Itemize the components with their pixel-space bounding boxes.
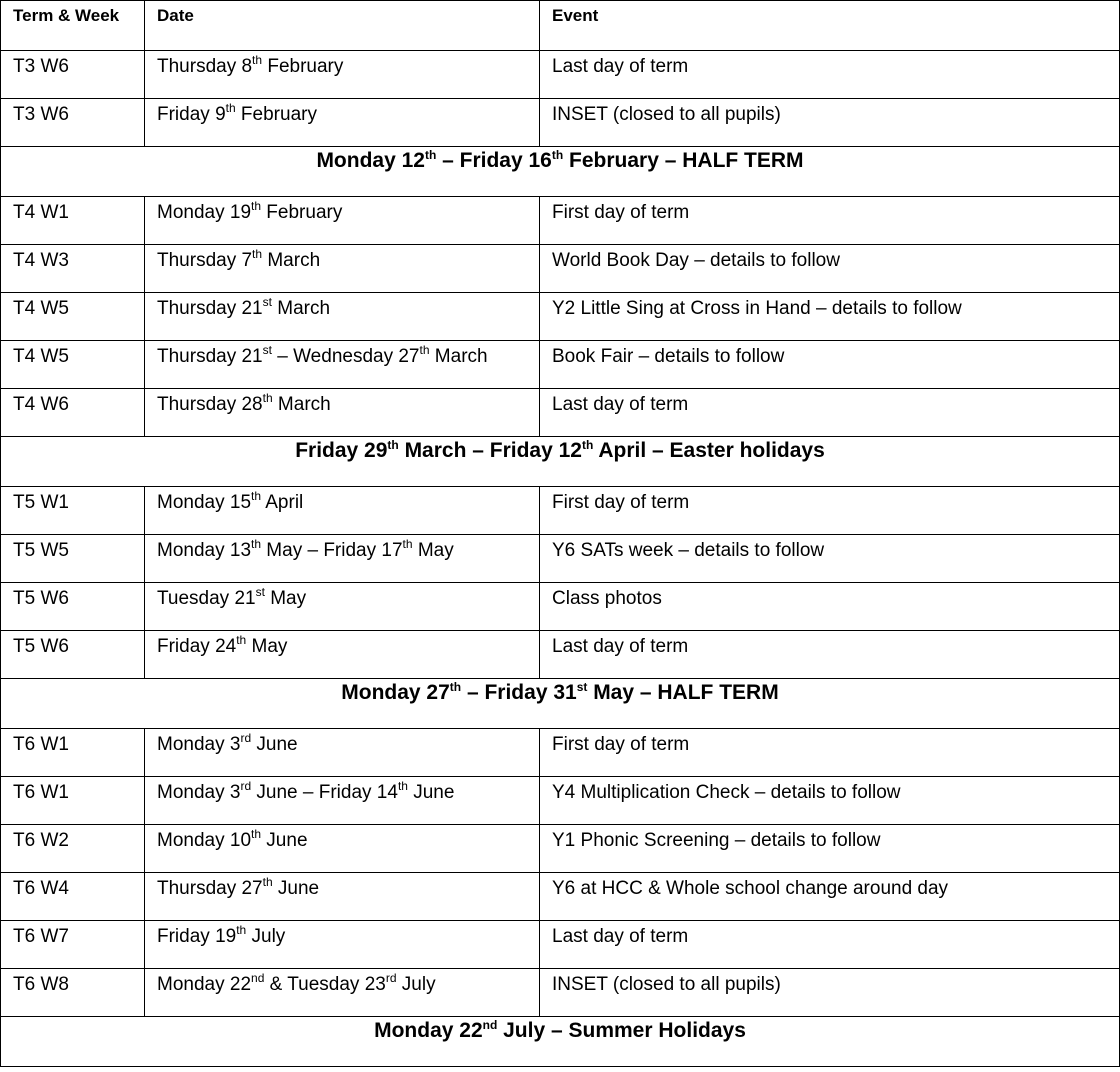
term-week-cell: T4 W3 — [1, 245, 145, 293]
text-run: March – Friday 12 — [398, 439, 582, 462]
text-run: March — [271, 298, 331, 319]
holiday-banner-row — [1, 437, 1120, 487]
event-cell: Class photos — [540, 583, 1120, 631]
event-cell: Y4 Multiplication Check – details to follow — [540, 777, 1120, 825]
text-run: July — [246, 926, 286, 947]
holiday-banner — [1, 679, 1120, 729]
date-cell — [145, 825, 540, 873]
ordinal-suffix: st — [255, 585, 265, 599]
event-cell: Y1 Phonic Screening – details to follow — [540, 825, 1120, 873]
date-cell — [145, 245, 540, 293]
text-run: Thursday 21 — [157, 346, 263, 367]
event-cell: Book Fair – details to follow — [540, 341, 1120, 389]
text-run: June — [251, 734, 298, 755]
table-body — [1, 51, 1120, 1067]
text-run: March — [272, 394, 331, 415]
event-cell: Y6 SATs week – details to follow — [540, 535, 1120, 583]
event-cell: First day of term — [540, 729, 1120, 777]
text-run: Thursday 8 — [157, 56, 253, 77]
text-run: July — [396, 974, 436, 995]
holiday-banner-row — [1, 147, 1120, 197]
date-cell — [145, 729, 540, 777]
table-row — [1, 341, 1120, 389]
header-row — [1, 1, 1120, 51]
text-run: Monday 19 — [157, 202, 252, 223]
term-week-cell: T5 W6 — [1, 583, 145, 631]
text-run: June — [407, 782, 455, 803]
ordinal-suffix: th — [252, 53, 263, 67]
table-row — [1, 197, 1120, 245]
term-week-cell: T6 W4 — [1, 873, 145, 921]
table-row — [1, 51, 1120, 99]
text-run: June – Friday 14 — [251, 782, 398, 803]
table-row — [1, 583, 1120, 631]
date-cell — [145, 51, 540, 99]
text-run: April — [261, 492, 304, 513]
date-cell — [145, 341, 540, 389]
date-cell — [145, 389, 540, 437]
event-cell: Last day of term — [540, 631, 1120, 679]
text-run: Monday 13 — [157, 540, 252, 561]
holiday-banner — [1, 147, 1120, 197]
text-run: Tuesday 21 — [157, 588, 256, 609]
text-run: Friday 29 — [295, 439, 388, 462]
date-cell — [145, 873, 540, 921]
text-run: Thursday 27 — [157, 878, 263, 899]
ordinal-suffix: th — [251, 199, 262, 213]
text-run: Monday 22 — [157, 974, 252, 995]
ordinal-suffix: rd — [385, 971, 397, 985]
ordinal-suffix: th — [262, 875, 273, 889]
table-row — [1, 99, 1120, 147]
term-week-cell: T3 W6 — [1, 51, 145, 99]
text-run: February – HALF TERM — [563, 149, 804, 172]
date-cell — [145, 535, 540, 583]
term-week-cell: T4 W1 — [1, 197, 145, 245]
table-row — [1, 729, 1120, 777]
ordinal-suffix: nd — [251, 971, 265, 985]
table-row — [1, 487, 1120, 535]
text-run: – Wednesday 27 — [271, 346, 420, 367]
ordinal-suffix: th — [236, 923, 247, 937]
term-week-cell: T4 W5 — [1, 293, 145, 341]
term-week-cell: T6 W7 — [1, 921, 145, 969]
ordinal-suffix: th — [387, 438, 399, 452]
ordinal-suffix: th — [551, 148, 564, 162]
text-run: February — [235, 104, 317, 125]
ordinal-suffix: st — [262, 295, 272, 309]
date-cell — [145, 583, 540, 631]
text-run: Friday 24 — [157, 636, 237, 657]
term-week-cell: T6 W2 — [1, 825, 145, 873]
text-run: Friday 9 — [157, 104, 226, 125]
table-row — [1, 921, 1120, 969]
table-row — [1, 535, 1120, 583]
event-cell: Last day of term — [540, 51, 1120, 99]
term-week-cell: T6 W1 — [1, 729, 145, 777]
table-row — [1, 825, 1120, 873]
text-run: Monday 27 — [341, 681, 450, 704]
header-event: Event — [540, 1, 1120, 51]
ordinal-suffix: st — [576, 680, 588, 694]
ordinal-suffix: th — [424, 148, 437, 162]
ordinal-suffix: th — [419, 343, 430, 357]
ordinal-suffix: th — [262, 391, 273, 405]
event-cell: Last day of term — [540, 921, 1120, 969]
date-cell — [145, 777, 540, 825]
text-run: Monday 3 — [157, 734, 241, 755]
text-run: Friday 19 — [157, 926, 237, 947]
term-week-cell: T5 W5 — [1, 535, 145, 583]
text-run: Monday 22 — [374, 1019, 483, 1042]
ordinal-suffix: th — [251, 489, 262, 503]
text-run: – Friday 31 — [461, 681, 577, 704]
text-run: May — [246, 636, 288, 657]
text-run: Thursday 7 — [157, 250, 253, 271]
table-row — [1, 969, 1120, 1017]
table-row — [1, 631, 1120, 679]
holiday-banner — [1, 437, 1120, 487]
text-run: Monday 10 — [157, 830, 252, 851]
text-run: May — [264, 588, 307, 609]
event-cell: Last day of term — [540, 389, 1120, 437]
event-cell: World Book Day – details to follow — [540, 245, 1120, 293]
text-run: May – HALF TERM — [587, 681, 779, 704]
table-row — [1, 389, 1120, 437]
ordinal-suffix: th — [251, 537, 262, 551]
ordinal-suffix: th — [252, 247, 263, 261]
event-cell: First day of term — [540, 197, 1120, 245]
ordinal-suffix: nd — [482, 1018, 498, 1032]
event-cell: First day of term — [540, 487, 1120, 535]
date-cell — [145, 487, 540, 535]
text-run: May — [412, 540, 454, 561]
term-week-cell: T5 W1 — [1, 487, 145, 535]
term-week-cell: T6 W1 — [1, 777, 145, 825]
ordinal-suffix: st — [262, 343, 272, 357]
ordinal-suffix: th — [449, 680, 462, 694]
event-cell: INSET (closed to all pupils) — [540, 99, 1120, 147]
text-run: July – Summer Holidays — [497, 1019, 746, 1042]
table-row — [1, 777, 1120, 825]
term-week-cell: T4 W5 — [1, 341, 145, 389]
header-term-week: Term & Week — [1, 1, 145, 51]
date-cell — [145, 631, 540, 679]
text-run: March — [429, 346, 488, 367]
event-cell: Y6 at HCC & Whole school change around day — [540, 873, 1120, 921]
table-row — [1, 293, 1120, 341]
table-row — [1, 873, 1120, 921]
ordinal-suffix: th — [251, 827, 262, 841]
text-run: March — [262, 250, 321, 271]
text-run: February — [261, 202, 343, 223]
event-cell: INSET (closed to all pupils) — [540, 969, 1120, 1017]
text-run: Monday 12 — [316, 149, 425, 172]
term-week-cell: T5 W6 — [1, 631, 145, 679]
holiday-banner-row — [1, 679, 1120, 729]
term-week-cell: T3 W6 — [1, 99, 145, 147]
holiday-banner-row — [1, 1017, 1120, 1067]
date-cell — [145, 921, 540, 969]
text-run: & Tuesday 23 — [264, 974, 386, 995]
text-run: April – Easter holidays — [593, 439, 825, 462]
ordinal-suffix: rd — [240, 731, 252, 745]
term-week-cell: T4 W6 — [1, 389, 145, 437]
date-cell — [145, 99, 540, 147]
text-run: Thursday 21 — [157, 298, 263, 319]
ordinal-suffix: th — [581, 438, 594, 452]
text-run: June — [261, 830, 308, 851]
text-run: May – Friday 17 — [261, 540, 403, 561]
ordinal-suffix: th — [225, 101, 236, 115]
date-cell — [145, 969, 540, 1017]
text-run: February — [262, 56, 344, 77]
text-run: Thursday 28 — [157, 394, 263, 415]
holiday-banner — [1, 1017, 1120, 1067]
ordinal-suffix: th — [402, 537, 413, 551]
event-cell: Y2 Little Sing at Cross in Hand – details to follow — [540, 293, 1120, 341]
date-cell — [145, 293, 540, 341]
term-week-cell: T6 W8 — [1, 969, 145, 1017]
text-run: Monday 3 — [157, 782, 241, 803]
text-run: Monday 15 — [157, 492, 252, 513]
text-run: June — [272, 878, 320, 899]
table-row — [1, 245, 1120, 293]
text-run: – Friday 16 — [436, 149, 552, 172]
header-date: Date — [145, 1, 540, 51]
ordinal-suffix: rd — [240, 779, 252, 793]
ordinal-suffix: th — [397, 779, 408, 793]
ordinal-suffix: th — [236, 633, 247, 647]
date-cell — [145, 197, 540, 245]
